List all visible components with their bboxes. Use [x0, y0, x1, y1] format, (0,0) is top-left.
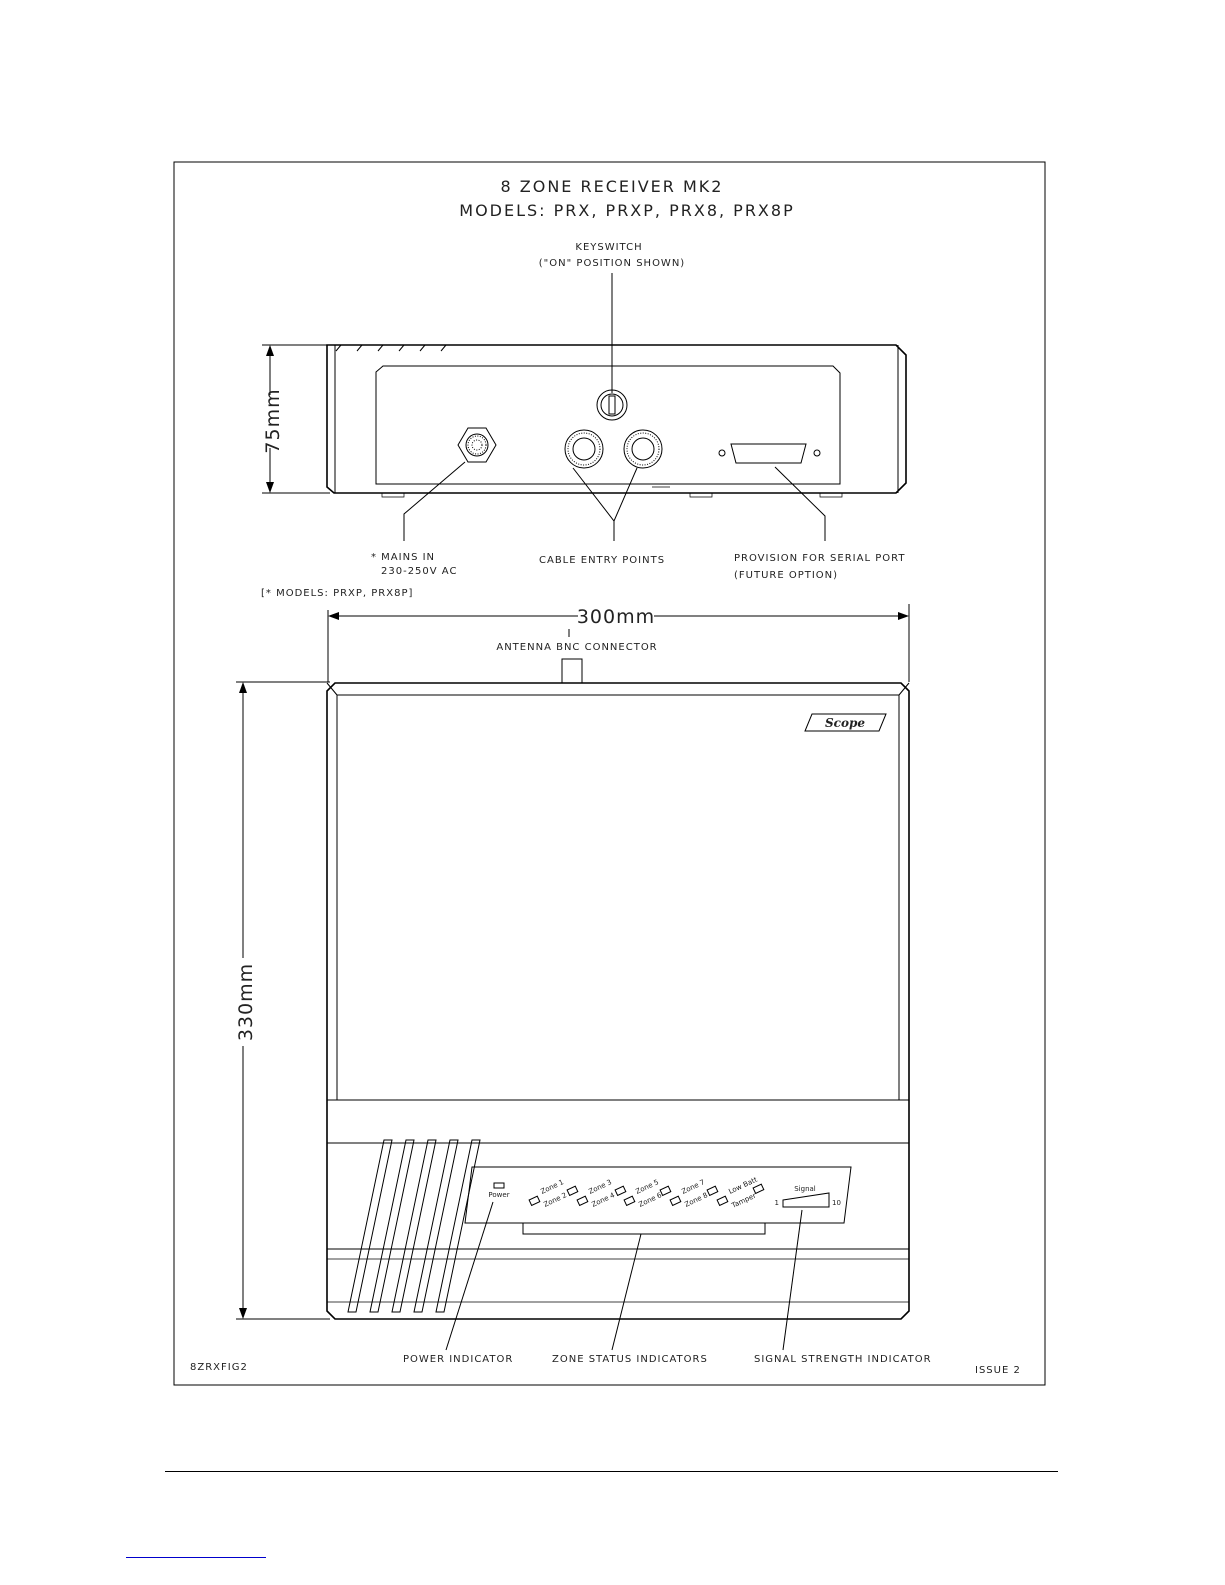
serial-port-icon	[719, 444, 820, 463]
serial-leader	[775, 467, 825, 541]
front-elevation	[327, 345, 906, 497]
cable-entry-label: CABLE ENTRY POINTS	[539, 555, 666, 566]
width-dimension-label: 300mm	[576, 606, 656, 628]
issue-label: ISSUE 2	[975, 1365, 1021, 1376]
mains-label-1: * MAINS IN	[371, 552, 436, 563]
low-batt-label: Low Batt	[727, 1175, 759, 1196]
vent-slots	[348, 1140, 480, 1312]
antenna-label: ANTENNA BNC CONNECTOR	[496, 642, 658, 653]
signal-label: Signal	[794, 1185, 816, 1193]
cable-entry-leader	[573, 468, 637, 541]
depth-dimension-label: 330mm	[235, 962, 257, 1042]
indicator-panel	[465, 1167, 851, 1223]
signal-min-label: 1	[774, 1199, 779, 1207]
zone-1-label: Zone 1	[539, 1178, 566, 1196]
depth-dimension	[235, 682, 330, 1319]
zone-6-label: Zone 6	[637, 1191, 664, 1209]
models-note: [* MODELS: PRXP, PRX8P]	[261, 588, 414, 599]
cable-entry-gland-right	[624, 430, 662, 468]
bottom-link[interactable]	[126, 1551, 266, 1558]
zone-7-label: Zone 7	[680, 1178, 707, 1196]
serial-label-1: PROVISION FOR SERIAL PORT	[734, 553, 906, 564]
svg-text:Scope: Scope	[824, 716, 866, 730]
keyswitch-icon	[597, 390, 627, 420]
zone-5-label: Zone 5	[634, 1178, 661, 1196]
mains-leader	[404, 462, 465, 541]
zone-status-label: ZONE STATUS INDICATORS	[552, 1354, 708, 1365]
keyswitch-note: ("ON" POSITION SHOWN)	[538, 258, 686, 269]
height-dimension	[262, 345, 330, 493]
height-dimension-label: 75mm	[262, 388, 284, 454]
signal-bar	[775, 1185, 841, 1207]
zone-3-label: Zone 3	[587, 1178, 614, 1196]
footer-rule	[165, 1471, 1058, 1472]
title-line-1: 8 ZONE RECEIVER MK2	[500, 177, 724, 196]
power-led-label: Power	[488, 1191, 510, 1199]
mains-label-2: 230-250V AC	[381, 566, 458, 577]
zone-4-label: Zone 4	[590, 1191, 617, 1209]
signal-leader	[783, 1210, 802, 1350]
signal-max-label: 10	[832, 1199, 841, 1207]
mains-connector	[458, 428, 496, 462]
scope-logo	[805, 714, 886, 731]
signal-strength-label: SIGNAL STRENGTH INDICATOR	[754, 1354, 932, 1365]
title-line-2: MODELS: PRX, PRXP, PRX8, PRX8P	[459, 201, 795, 220]
power-leader	[446, 1202, 493, 1350]
zone-2-label: Zone 2	[542, 1191, 569, 1209]
tamper-label: Tamper	[730, 1191, 758, 1210]
top-vents	[336, 345, 446, 351]
zone-8-label: Zone 8	[683, 1191, 710, 1209]
serial-label-2: (FUTURE OPTION)	[734, 570, 839, 581]
power-led	[488, 1183, 509, 1199]
keyswitch-label: KEYSWITCH	[575, 242, 643, 253]
cable-entry-gland-left	[565, 430, 603, 468]
zone-bracket	[523, 1223, 765, 1234]
zone-status-leader	[612, 1234, 641, 1350]
drawing-ref: 8ZRXFIG2	[190, 1362, 248, 1373]
antenna-bnc-connector	[562, 659, 582, 683]
plan-view	[327, 683, 909, 1319]
power-indicator-label: POWER INDICATOR	[403, 1354, 514, 1365]
